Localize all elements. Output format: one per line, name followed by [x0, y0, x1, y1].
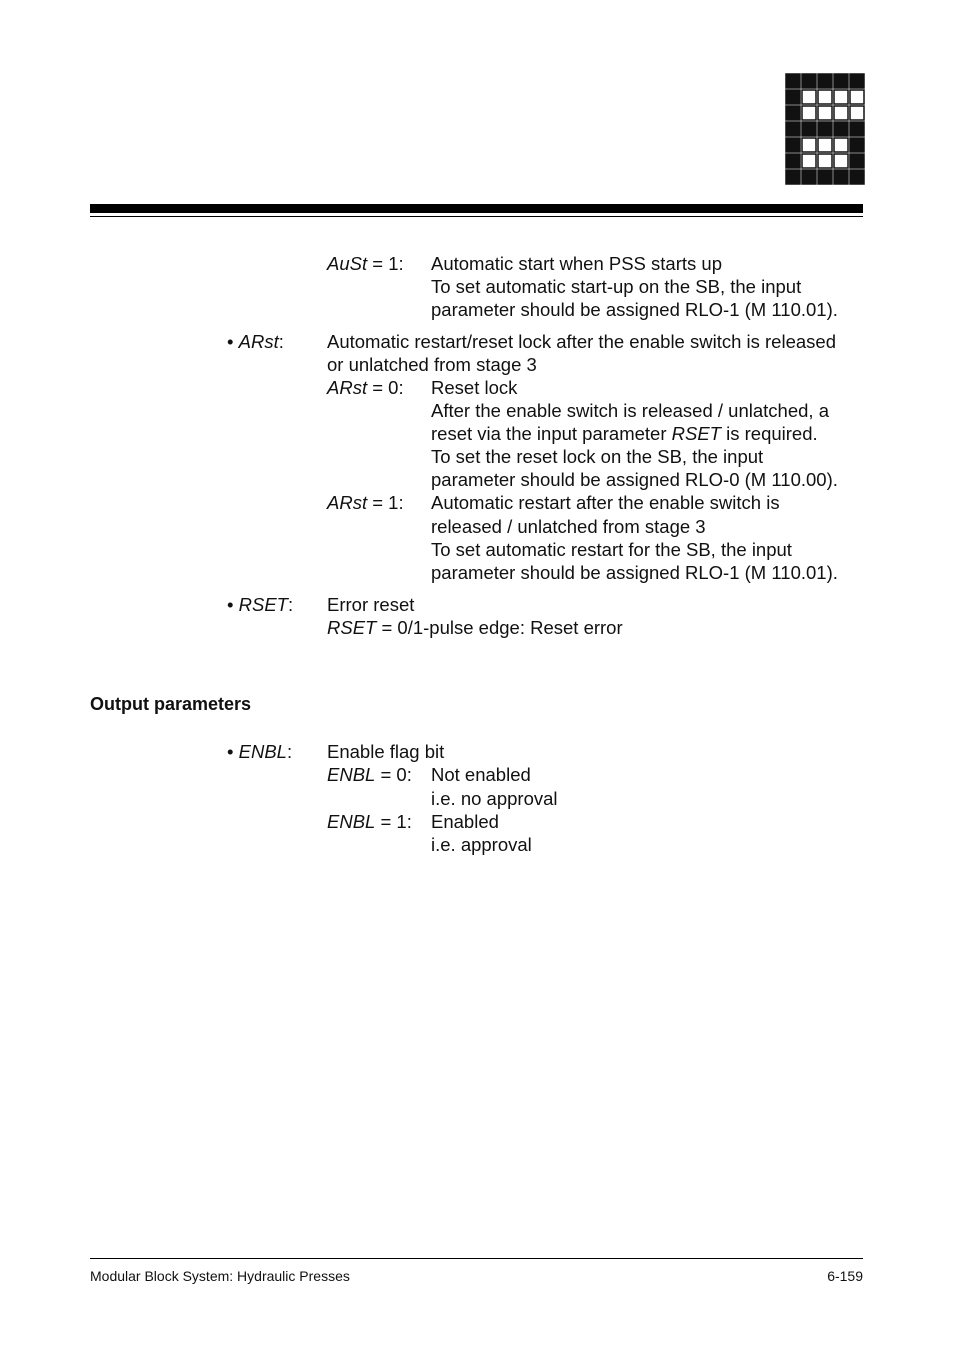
logo-cell	[786, 106, 800, 120]
arst1-line3: To set automatic restart for the SB, the input	[431, 539, 792, 560]
rset-param-label: • RSET:	[227, 594, 294, 615]
logo-cell	[850, 138, 864, 152]
arst1-line4: parameter should be assigned RLO-1 (M 110.01).	[431, 562, 838, 583]
page-number: 6-159	[827, 1268, 863, 1284]
logo-cell	[786, 74, 800, 88]
arst0-label: ARst = 0:	[327, 377, 404, 398]
arst1-desc: Automatic restart after the enable switch is	[431, 492, 780, 513]
logo-cell	[850, 90, 864, 104]
logo-cell	[850, 122, 864, 136]
enbl-param-label: • ENBL:	[227, 741, 293, 762]
enbl-desc: Enable flag bit	[327, 741, 445, 762]
logo-cell	[818, 138, 832, 152]
enbl0-label: ENBL = 0:	[327, 764, 412, 785]
logo-cell	[802, 170, 816, 184]
logo-cell	[786, 170, 800, 184]
arst1-line2: released / unlatched from stage 3	[431, 516, 706, 537]
enbl1-label: ENBL = 1:	[327, 811, 412, 832]
arst1-label: ARst = 1:	[327, 492, 404, 513]
logo-cell	[802, 154, 816, 168]
enbl1-line2: i.e. approval	[431, 834, 532, 855]
logo-cell	[834, 122, 848, 136]
arst0-desc: Reset lock	[431, 377, 518, 398]
arst-param-label: • ARst:	[227, 331, 284, 352]
rset-value: RSET = 0/1-pulse edge: Reset error	[327, 617, 623, 638]
arst0-line5: parameter should be assigned RLO-0 (M 110.00).	[431, 469, 838, 490]
logo-cell	[818, 154, 832, 168]
logo-cell	[850, 170, 864, 184]
aust1-label: AuSt = 1:	[327, 253, 404, 274]
arst0-line4: To set the reset lock on the SB, the input	[431, 446, 764, 467]
logo-cell	[834, 90, 848, 104]
logo-cell	[786, 138, 800, 152]
logo-cell	[802, 74, 816, 88]
header-rule	[90, 204, 863, 213]
aust1-desc: Automatic start when PSS starts up	[431, 253, 722, 274]
header-rule-thin	[90, 216, 863, 217]
arst-desc-line2: or unlatched from stage 3	[327, 354, 537, 375]
arst-desc-line1: Automatic restart/reset lock after the enable switch is released	[327, 331, 836, 352]
arst0-line2: After the enable switch is released / unlatched, a	[431, 400, 829, 421]
logo-cell	[834, 138, 848, 152]
enbl0-line2: i.e. no approval	[431, 788, 558, 809]
aust1-line2: To set automatic start-up on the SB, the input	[431, 276, 802, 297]
footer-title: Modular Block System: Hydraulic Presses	[90, 1268, 350, 1284]
enbl1-desc: Enabled	[431, 811, 499, 832]
rset-desc: Error reset	[327, 594, 415, 615]
logo-cell	[818, 106, 832, 120]
logo-cell	[802, 90, 816, 104]
logo-cell	[850, 106, 864, 120]
logo-cell	[802, 122, 816, 136]
logo-cell	[850, 74, 864, 88]
aust1-line3: parameter should be assigned RLO-1 (M 110.01).	[431, 299, 838, 320]
enbl0-desc: Not enabled	[431, 764, 531, 785]
logo-cell	[802, 106, 816, 120]
logo-cell	[834, 154, 848, 168]
logo-cell	[786, 154, 800, 168]
footer-rule	[90, 1258, 863, 1259]
logo-cell	[802, 138, 816, 152]
logo-cell	[818, 122, 832, 136]
output-parameters-heading: Output parameters	[90, 694, 252, 714]
logo-cell	[818, 74, 832, 88]
logo-cell	[850, 154, 864, 168]
logo-cell	[818, 170, 832, 184]
arst0-line3: reset via the input parameter RSET is required.	[431, 423, 818, 444]
logo-cell	[834, 106, 848, 120]
logo-cell	[786, 90, 800, 104]
logo-cell	[834, 170, 848, 184]
logo-cell	[834, 74, 848, 88]
logo-cell	[818, 90, 832, 104]
grid-logo-icon	[785, 73, 865, 185]
logo-cell	[786, 122, 800, 136]
